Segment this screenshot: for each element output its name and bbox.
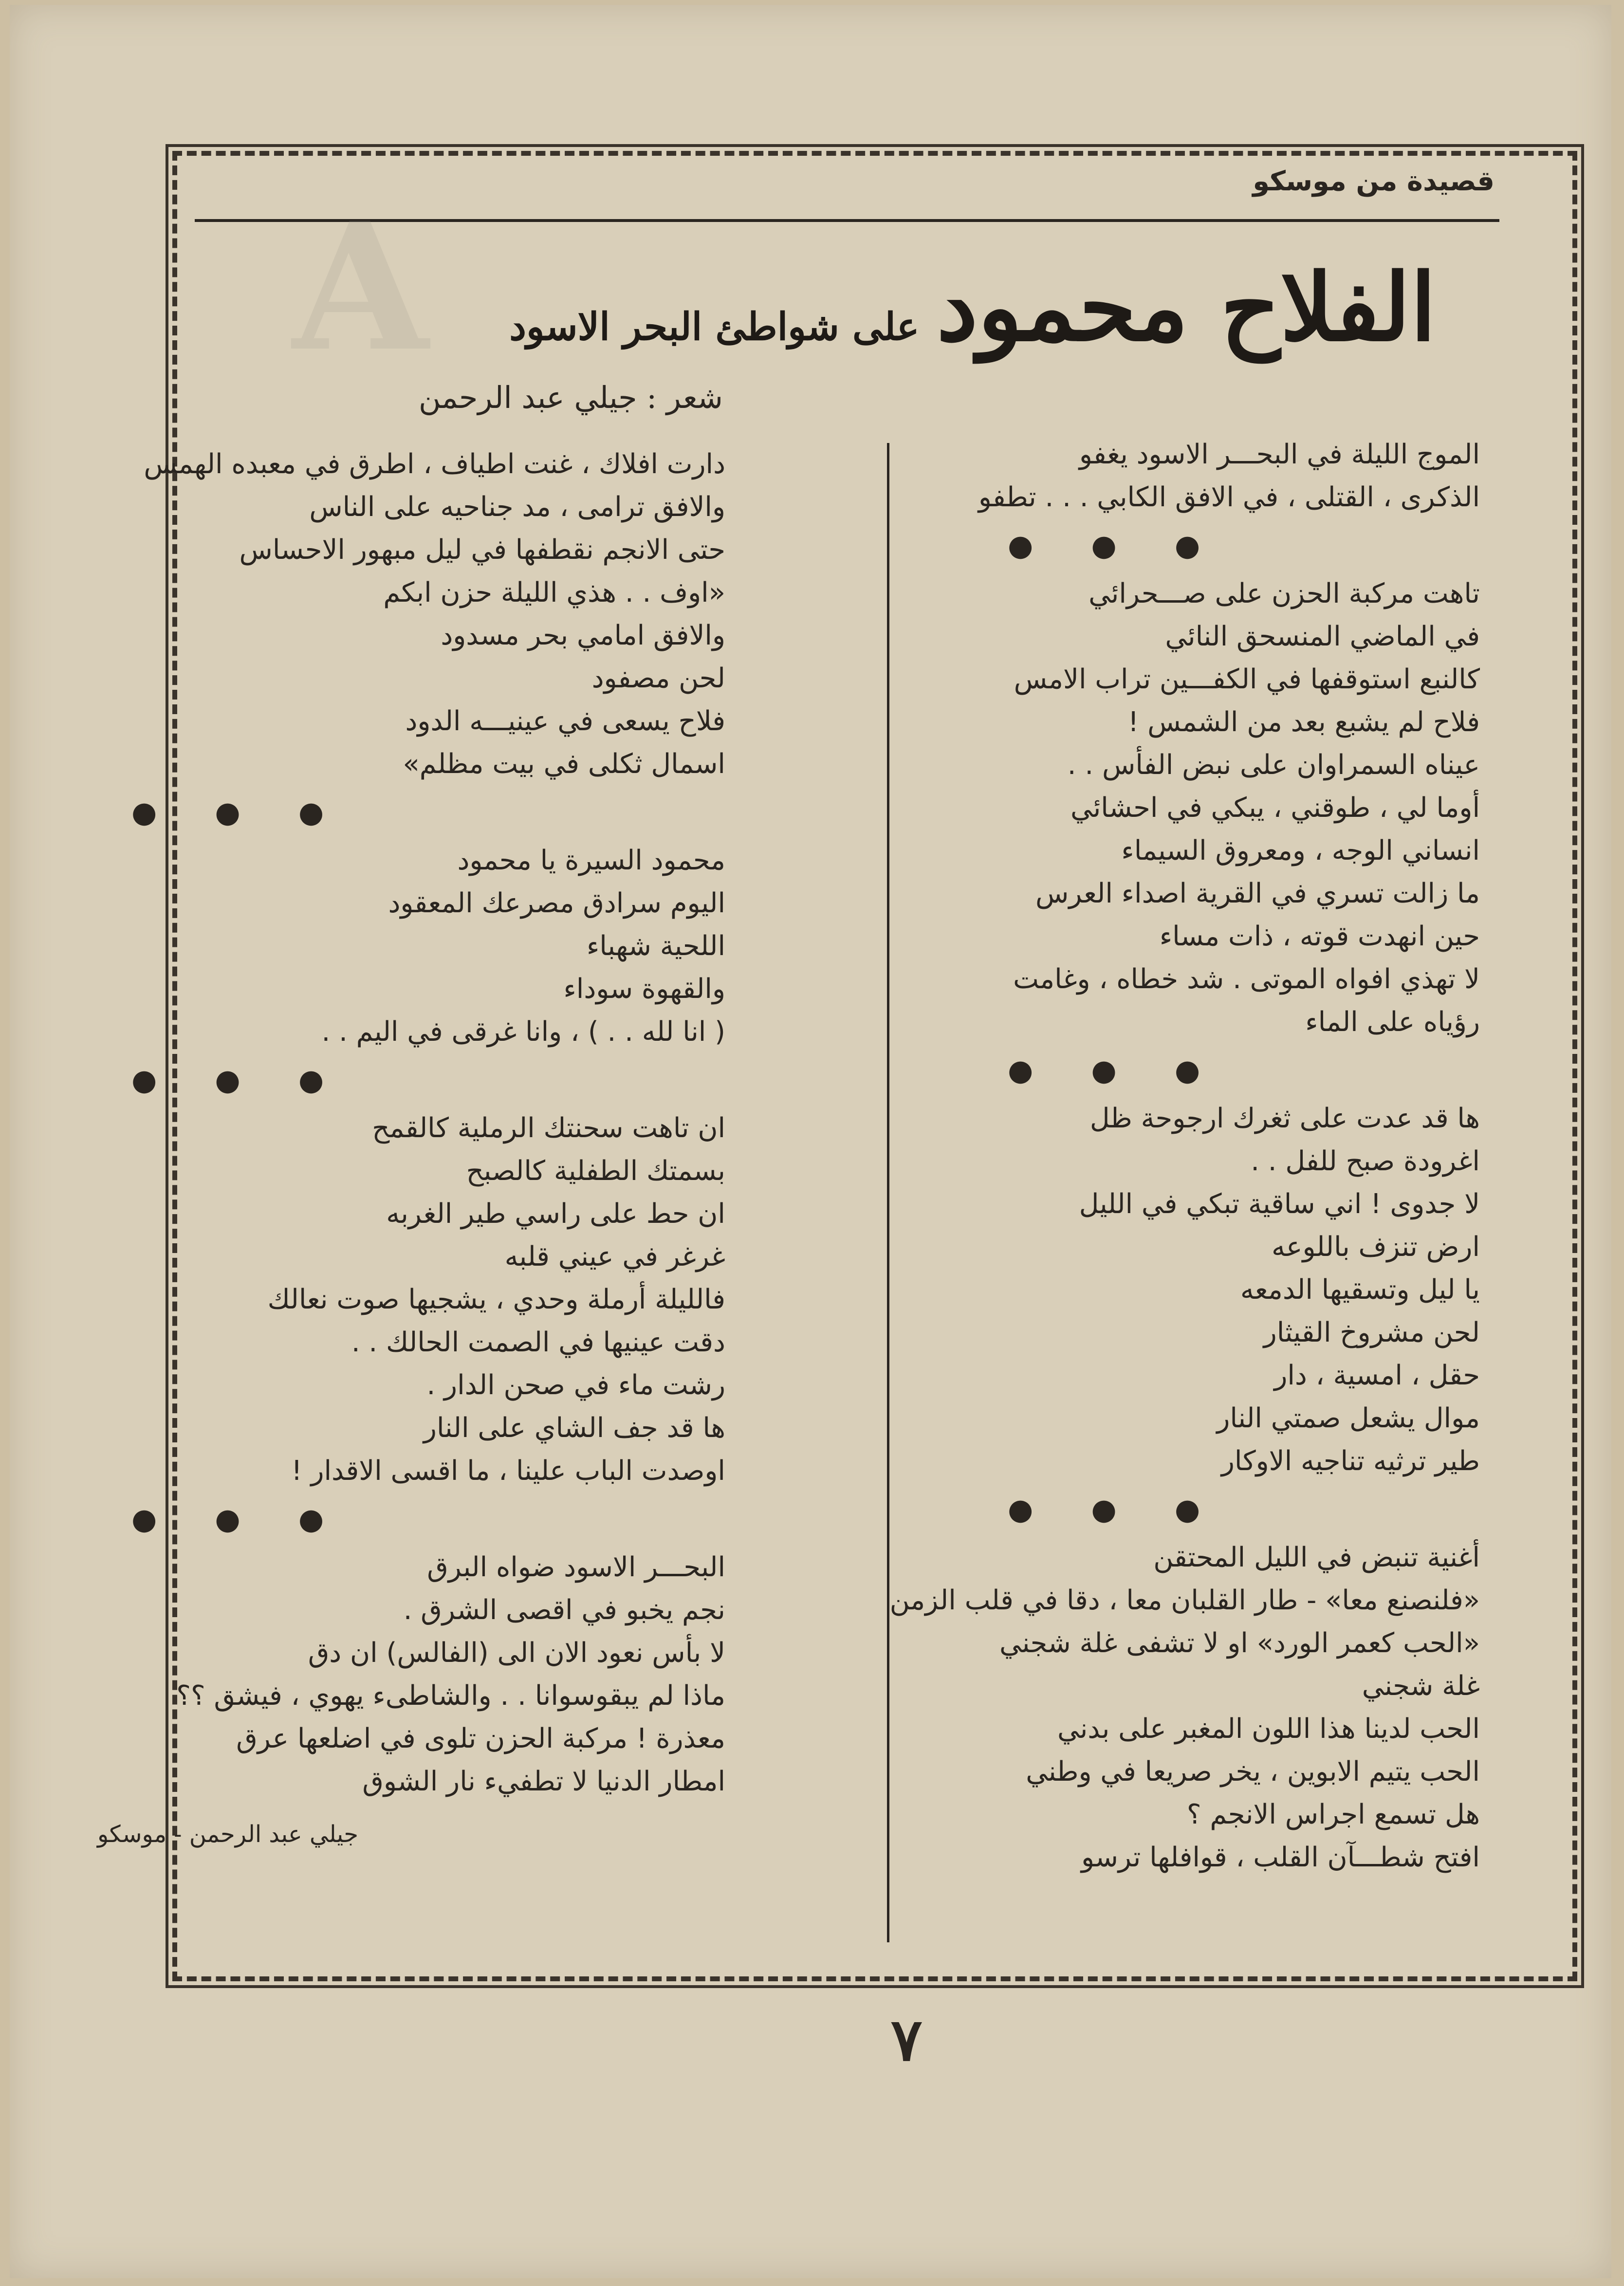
stanza-separator: ● ● ● (131, 795, 349, 830)
verse-line: اللحية شهباء (586, 930, 725, 962)
verse-line: الحب لدينا هذا اللون المغبر على بدني (1057, 1713, 1480, 1745)
verse-line: موال يشعل صمتي النار (1217, 1402, 1480, 1434)
verse-line: «اوف . . هذي الليلة حزن ابكم (383, 577, 725, 608)
verse-line: امطار الدنيا لا تطفيء نار الشوق (362, 1766, 725, 1797)
verse-line: «فلنصنع معا» - طار القلبان معا ، دقا في قلب الزمن (889, 1585, 1480, 1616)
verse-line: الحب يتيم الابوين ، يخر صريعا في وطني (1026, 1756, 1480, 1788)
verse-line: والقهوة سوداء (563, 973, 725, 1005)
verse-line: رؤياه على الماء (1305, 1006, 1480, 1038)
verse-line: حقل ، امسية ، دار (1274, 1360, 1480, 1391)
verse-line: ما زالت تسري في القرية اصداء العرس (1035, 878, 1480, 909)
verse-line: ها قد جف الشاي على النار (423, 1412, 725, 1444)
section-label: قصيدة من موسكو (1253, 166, 1495, 197)
verse-line: افتح شطـــآن القلب ، قوافلها ترسو (1081, 1842, 1480, 1873)
poem-title-sub: على شواطئ البحر الاسود (509, 305, 920, 349)
verse-line: ارض تنزف باللوعه (1272, 1231, 1480, 1263)
verse-line: عيناه السمراوان على نبض الفأس . . (1067, 749, 1480, 781)
verse-line: البحـــر الاسود ضواه البرق (427, 1551, 725, 1583)
verse-line: لحن مشروخ القيثار (1263, 1317, 1480, 1348)
verse-line: حين انهدت قوته ، ذات مساء (1159, 921, 1480, 952)
faint-watermark-letter: A (292, 184, 428, 390)
verse-line: رشت ماء في صحن الدار . (426, 1369, 725, 1401)
stanza-separator: ● ● ● (131, 1063, 349, 1097)
verse-line: دارت افلاك ، غنت اطياف ، اطرق في معبده الهمس (144, 448, 725, 480)
verse-line: طير ترثيه تناجيه الاوكار (1221, 1445, 1480, 1477)
verse-line: ( انا لله . . ) ، وانا غرقى في اليم . . (321, 1016, 725, 1048)
verse-line: فالليلة أرملة وحدي ، يشجيها صوت نعالك (267, 1284, 725, 1315)
verse-line: في الماضي المنسحق النائي (1165, 621, 1480, 652)
verse-line: اغرودة صبح للفل . . (1251, 1145, 1480, 1177)
verse-line: فلاح لم يشبع بعد من الشمس ! (1127, 706, 1480, 738)
verse-line: نجم يخبو في اقصى الشرق . (403, 1594, 725, 1626)
verse-line: فلاح يسعى في عينيـــه الدود (405, 705, 725, 737)
verse-line: الموج الليلة في البحـــر الاسود يغفو (1079, 439, 1480, 470)
verse-line: والافق امامي بحر مسدود (441, 620, 725, 651)
verse-line: لا بأس نعود الان الى (الفالس) ان دق (308, 1637, 725, 1669)
stanza-separator: ● ● ● (1008, 1053, 1225, 1088)
verse-line: تاهت مركبة الحزن على صـــحرائي (1089, 578, 1480, 609)
verse-line: اليوم سرادق مصرعك المعقود (388, 887, 725, 919)
page-number: ٧ (891, 2006, 923, 2074)
verse-line: أغنية تنبض في الليل المحتقن (1153, 1542, 1480, 1573)
poem-title (282, 253, 1436, 360)
poem-title-main: الفلاح محمود (937, 253, 1436, 362)
verse-line: حتى الانجم نقطفها في ليل مبهور الاحساس (239, 534, 725, 566)
poem-signature: جيلي عبد الرحمن - موسكو (97, 1821, 359, 1848)
verse-line: ها قد عدت على ثغرك ارجوحة ظل (1089, 1103, 1480, 1134)
verse-line: «الحب كعمر الورد» او لا تشفى غلة شجني (999, 1627, 1480, 1659)
verse-line: لا جدوى ! اني ساقية تبكي في الليل (1079, 1188, 1480, 1220)
poem-column-right (847, 433, 1480, 1879)
poem-column-left (92, 443, 725, 1856)
verse-line: لا تهذي افواه الموتى . شد خطاه ، وغامت (1013, 963, 1480, 995)
verse-line: الذكرى ، القتلى ، في الافق الكابي . . . تطفو (978, 481, 1480, 513)
stanza-separator: ● ● ● (1008, 529, 1225, 563)
verse-line: اوصدت الباب علينا ، ما اقسى الاقدار ! (291, 1455, 725, 1487)
verse-line: انساني الوجه ، ومعروق السيماء (1121, 835, 1480, 866)
verse-line: غلة شجني (1362, 1670, 1480, 1702)
verse-line: بسمتك الطفلية كالصبح (466, 1155, 725, 1187)
stanza-separator: ● ● ● (131, 1502, 349, 1536)
stanza-separator: ● ● ● (1008, 1493, 1225, 1527)
verse-line: ان تاهت سحنتك الرملية كالقمح (372, 1112, 725, 1144)
verse-line: اسمال ثكلى في بيت مظلم» (403, 748, 725, 780)
verse-line: أوما لي ، طوقني ، يبكي في احشائي (1070, 792, 1480, 824)
page (10, 5, 1611, 2278)
verse-line: دقت عينيها في الصمت الحالك . . (351, 1327, 725, 1358)
verse-line: هل تسمع اجراس الانجم ؟ (1186, 1799, 1480, 1830)
verse-line: والافق ترامى ، مد جناحيه على الناس (309, 491, 725, 523)
verse-line: ماذا لم يبقوسوانا . . والشاطىء يهوي ، فيشق ؟؟ (176, 1680, 725, 1712)
verse-line: محمود السيرة يا محمود (457, 845, 725, 876)
verse-line: غرغر في عيني قلبه (504, 1241, 725, 1272)
author-line: شعر : جيلي عبد الرحمن (419, 380, 723, 415)
verse-line: معذرة ! مركبة الحزن تلوى في اضلعها عرق (236, 1723, 725, 1754)
verse-line: لحن مصفود (591, 663, 725, 694)
verse-line: كالنبع استوقفها في الكفـــين تراب الامس (1014, 664, 1480, 695)
verse-line: ان حط على راسي طير الغربه (386, 1198, 725, 1230)
verse-line: يا ليل وتسقيها الدمعه (1240, 1274, 1480, 1306)
